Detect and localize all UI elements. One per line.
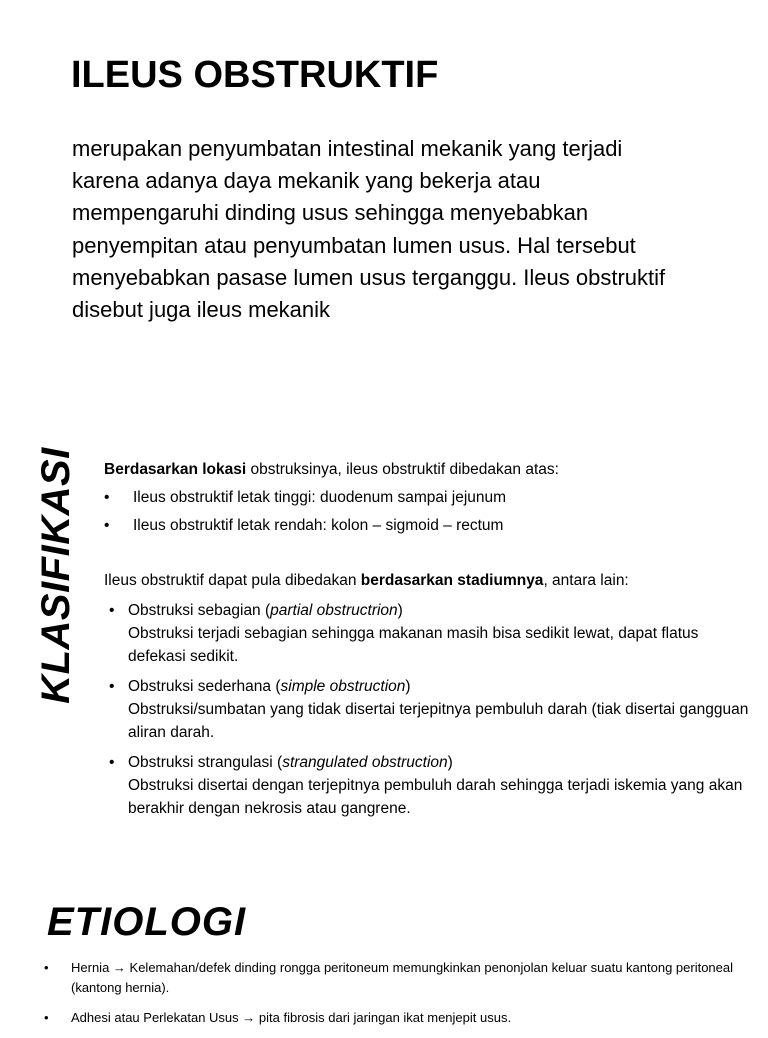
stage-term: simple obstruction: [280, 678, 406, 695]
klasifikasi-heading-text: KLASIFIKASI: [33, 446, 78, 704]
klasifikasi-heading: [22, 446, 90, 704]
stage-term: strangulated obstruction: [282, 754, 448, 771]
arrow-right-icon: →: [112, 960, 126, 975]
lokasi-rest: obstruksinya, ileus obstruktif dibedakan atas:: [246, 461, 559, 478]
list-item: • Ileus obstruktif letak rendah: kolon – sigmoid – rectum: [104, 514, 754, 537]
stage-term: partial obstructrion: [270, 602, 398, 619]
list-item: [44, 958, 734, 998]
stadium-list: [104, 599, 754, 820]
list-item: [44, 1008, 734, 1028]
lokasi-list: [104, 486, 754, 537]
stadium-intro: [104, 569, 754, 592]
lokasi-intro: [104, 458, 754, 481]
arrow-right-icon: →: [242, 1010, 256, 1025]
stage-name: Obstruksi sederhana (: [128, 678, 281, 695]
klasifikasi-section: [104, 458, 754, 820]
stage-close: ): [397, 602, 403, 619]
stage-name: Obstruksi strangulasi (: [128, 754, 283, 771]
lokasi-bold: Berdasarkan lokasi: [104, 461, 247, 478]
stadium-pre: Ileus obstruktif dapat pula dibedakan: [104, 572, 361, 589]
stage-description: Obstruksi disertai dengan terjepitnya pembuluh darah sehingga terjadi iskemia yang akan berakhir dengan nekrosis atau gangrene.: [128, 777, 743, 817]
intro-paragraph: merupakan penyumbatan intestinal mekanik yang terjadi karena adanya daya mekanik yang bekerja atau mempengaruhi dinding usus sehingga menyebabkan penyempitan atau penyumbatan lumen usus. Hal tersebut menyebabkan pasase lumen usus terganggu. Ileus obstruktif disebut juga ileus mekanik: [72, 136, 666, 323]
stadium-post: , antara lain:: [543, 572, 629, 589]
etiologi-label: Adhesi atau Perlekatan Usus: [71, 1010, 243, 1025]
stage-description: Obstruksi/sumbatan yang tidak disertai terjepitnya pembuluh darah (tiak disertai gangguan aliran darah.: [128, 701, 749, 741]
etiologi-text: Kelemahan/defek dinding rongga peritoneum memungkinkan penonjolan keluar suatu kantong peritoneal (kantong hernia).: [71, 960, 734, 995]
stage-close: ): [447, 754, 453, 771]
list-item: [104, 751, 754, 820]
etiologi-text: pita fibrosis dari jaringan ikat menjepit usus.: [255, 1010, 512, 1025]
list-item: • Ileus obstruktif letak tinggi: duodenum sampai jejunum: [104, 486, 754, 509]
page-title: ILEUS OBSTRUKTIF: [71, 54, 439, 96]
stage-description: Obstruksi terjadi sebagian sehingga makanan masih bisa sedikit lewat, dapat flatus defekasi sedikit.: [128, 625, 699, 665]
list-item: [104, 599, 754, 668]
etiologi-list: [44, 958, 734, 1038]
stadium-bold: berdasarkan stadiumnya: [360, 572, 544, 589]
etiologi-heading: ETIOLOGI: [47, 900, 247, 944]
stage-close: ): [405, 678, 411, 695]
list-item: [104, 675, 754, 744]
stage-name: Obstruksi sebagian (: [128, 602, 271, 619]
etiologi-label: Hernia: [71, 960, 113, 975]
